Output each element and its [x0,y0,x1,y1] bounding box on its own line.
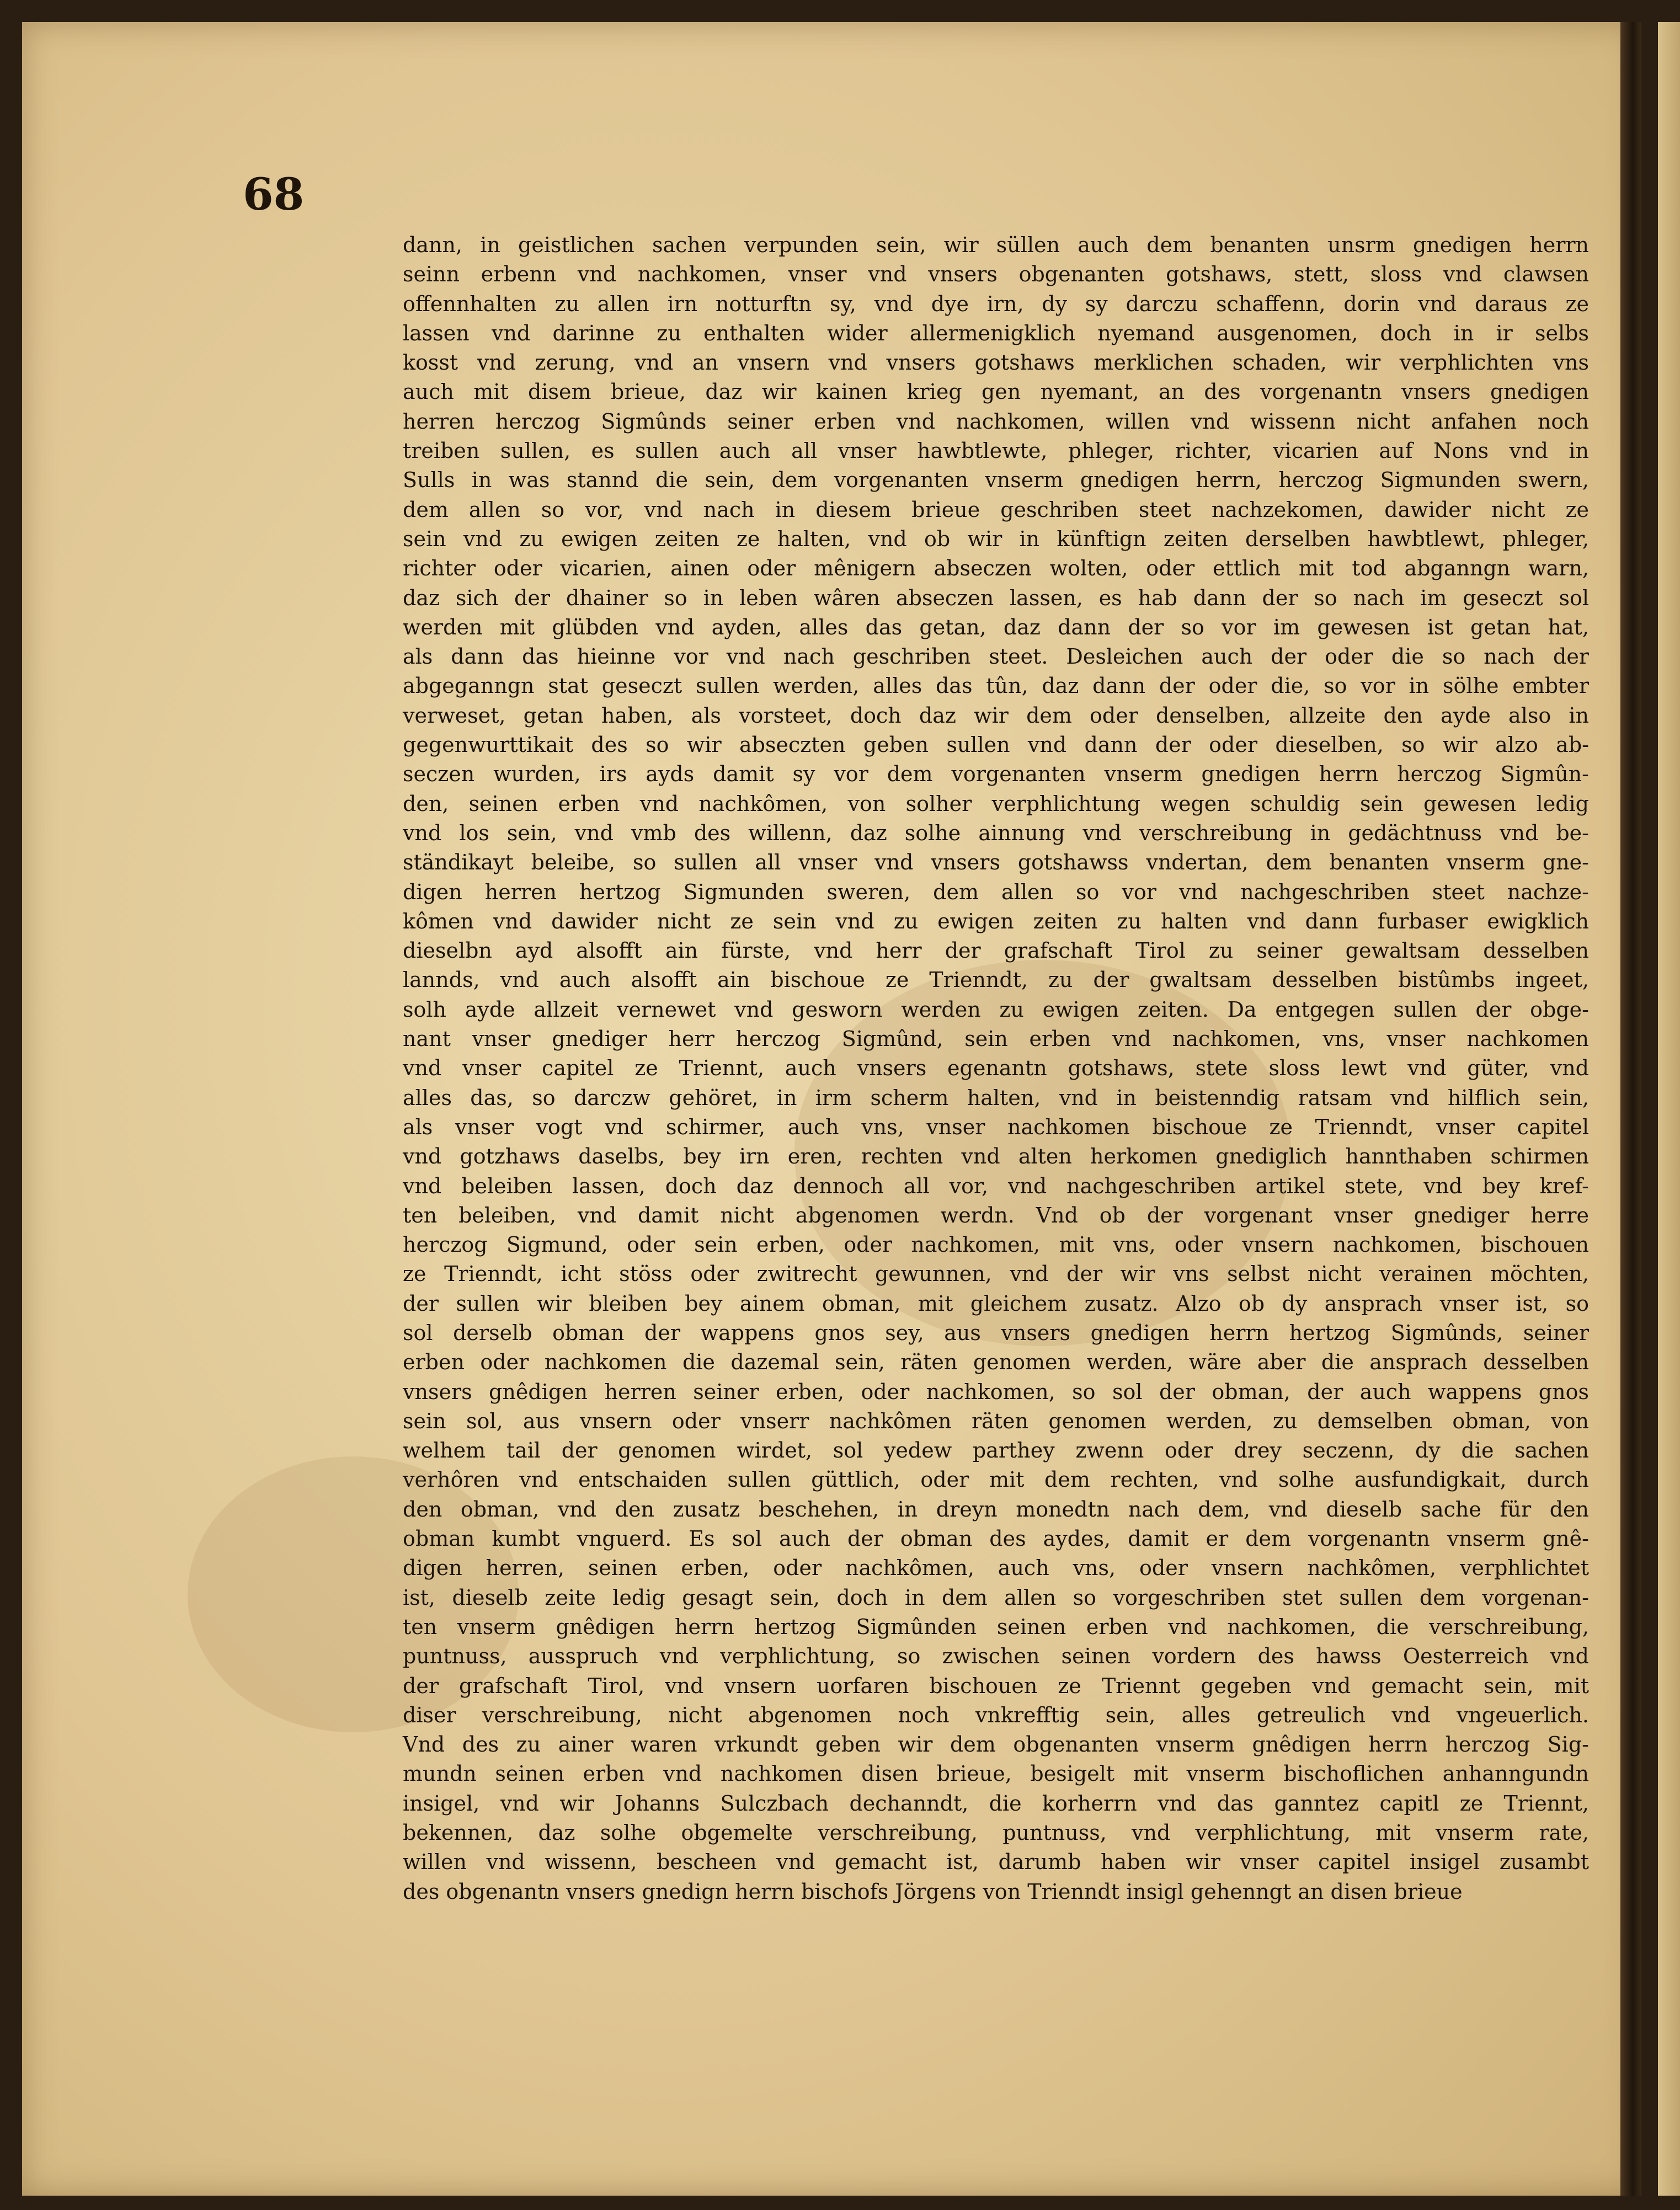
text-line: kosst vnd zerung, vnd an vnsern vnd vnsers gotshaws merklichen schaden, wir verphlichten vns [403,350,1589,375]
text-line: willen vnd wissenn, bescheen vnd gemacht ist, darumb haben wir vnser capitel insigel zusambt [403,1850,1589,1875]
text-line: vnd beleiben lassen, doch daz dennoch all vor, vnd nachgeschriben artikel stete, vnd bey kref- [403,1173,1589,1198]
text-line: nant vnser gnediger herr herczog Sigmûnd, sein erben vnd nachkomen, vns, vnser nachkomen [403,1027,1589,1051]
text-line: der grafschaft Tirol, vnd vnsern uorfaren bischouen ze Triennt gegeben vnd gemacht sein, mit [403,1673,1589,1698]
text-line: der sullen wir bleiben bey ainem obman, mit gleichem zusatz. Alzo ob dy ansprach vnser ist, so [403,1291,1589,1316]
text-line: seinn erbenn vnd nachkomen, vnser vnd vnsers obgenanten gotshaws, stett, sloss vnd clawsen [403,262,1589,287]
text-line: digen herren, seinen erben, oder nachkômen, auch vns, oder vnsern nachkômen, verphlichtet [403,1556,1589,1581]
text-line: als dann das hieinne vor vnd nach geschriben steet. Desleichen auch der oder die so nach der [403,644,1589,669]
book-gutter [1620,22,1641,2196]
text-line: des obgenantn vnsers gnedign herrn bischofs Jörgens von Trienndt insigl gehenngt an disen brieue [403,1879,1463,1904]
text-line: lannds, vnd auch alsofft ain bischoue ze Trienndt, zu der gwaltsam desselben bistûmbs ingeet, [403,968,1589,992]
text-line: dann, in geistlichen sachen verpunden sein, wir süllen auch dem benanten unsrm gnedigen herrn [403,233,1589,257]
text-line: Sulls in was stannd die sein, dem vorgenanten vnserm gnedigen herrn, herczog Sigmunden swern, [403,468,1589,493]
text-line: alles das, so darczw gehöret, in irm scherm halten, vnd in beistenndig ratsam vnd hilflich sein, [403,1085,1589,1110]
text-line: herczog Sigmund, oder sein erben, oder nachkomen, mit vns, oder vnsern nachkomen, bischouen [403,1232,1589,1257]
text-line: bekennen, daz solhe obgemelte verschreibung, puntnuss, vnd verphlichtung, mit vnserm rate, [403,1821,1589,1845]
text-line: vnd gotzhaws daselbs, bey irn eren, rechten vnd alten herkomen gnediglich hannthaben schirmen [403,1144,1589,1169]
next-page-edge [1658,22,1680,2196]
text-line: werden mit glübden vnd ayden, alles das getan, daz dann der so vor im gewesen ist getan hat, [403,615,1589,639]
text-line: ist, dieselb zeite ledig gesagt sein, doch in dem allen so vorgeschriben stet sullen dem vorgenan- [403,1585,1589,1610]
text-line: solh ayde allzeit vernewet vnd gesworn werden zu ewigen zeiten. Da entgegen sullen der obge- [403,997,1589,1022]
text-line: sol derselb obman der wappens gnos sey, aus vnsers gnedigen herrn hertzog Sigmûnds, seiner [403,1320,1589,1345]
text-line: vnsers gnêdigen herren seiner erben, oder nachkomen, so sol der obman, der auch wappens gnos [403,1379,1589,1404]
text-line: auch mit disem brieue, daz wir kainen krieg gen nyemant, an des vorgenantn vnsers gnedigen [403,380,1589,404]
text-line: verhôren vnd entschaiden sullen güttlich, oder mit dem rechten, vnd solhe ausfundigkait, durch [403,1467,1589,1492]
text-line: vnd vnser capitel ze Triennt, auch vnsers egenantn gotshaws, stete sloss lewt vnd güter, vnd [403,1056,1589,1081]
text-line: dem allen so vor, vnd nach in diesem brieue geschriben steet nachzekomen, dawider nicht ze [403,497,1589,522]
text-line: welhem tail der genomen wirdet, sol yedew parthey zwenn oder drey seczenn, dy die sachen [403,1438,1589,1463]
document-page [22,22,1641,2196]
text-line: ze Trienndt, icht stöss oder zwitrecht gewunnen, vnd der wir vns selbst nicht verainen möchten, [403,1262,1589,1287]
text-line: als vnser vogt vnd schirmer, auch vns, vnser nachkomen bischoue ze Trienndt, vnser capitel [403,1114,1589,1139]
text-line: den obman, vnd den zusatz beschehen, in dreyn monedtn nach dem, vnd dieselb sache für den [403,1497,1589,1522]
text-line: lassen vnd darinne zu enthalten wider allermenigklich nyemand ausgenomen, doch in ir selbs [403,321,1589,345]
body-text [403,231,1589,1907]
text-line: puntnuss, ausspruch vnd verphlichtung, so zwischen seinen vordern des hawss Oesterreich vnd [403,1644,1589,1669]
text-line: diser verschreibung, nicht abgenomen noch vnkrefftig sein, alles getreulich vnd vngeuerlich. [403,1702,1589,1727]
text-line: daz sich der dhainer so in leben wâren abseczen lassen, es hab dann der so nach im geseczt sol [403,585,1589,610]
text-line: abgeganngn stat geseczt sullen werden, alles das tûn, daz dann der oder die, so vor in sölhe embter [403,674,1589,698]
text-line: richter oder vicarien, ainen oder mênigern abseczen wolten, oder ettlich mit tod abganngn warn, [403,556,1589,581]
text-line: herren herczog Sigmûnds seiner erben vnd nachkomen, willen vnd wissenn nicht anfahen noch [403,409,1589,434]
text-line: gegenwurttikait des so wir abseczten geben sullen vnd dann der oder dieselben, so wir alzo ab- [403,733,1589,757]
text-line: sein sol, aus vnsern oder vnserr nachkômen räten genomen werden, zu demselben obman, von [403,1408,1589,1433]
text-line: erben oder nachkomen die dazemal sein, räten genomen werden, wäre aber die ansprach desselben [403,1350,1589,1375]
text-line: vnd los sein, vnd vmb des willenn, daz solhe ainnung vnd verschreibung in gedächtnuss vnd be- [403,820,1589,845]
text-line: digen herren hertzog Sigmunden sweren, dem allen so vor vnd nachgeschriben steet nachze- [403,879,1589,904]
text-line: insigel, vnd wir Johanns Sulczbach dechanndt, die korherrn vnd das ganntez capitl ze Triennt, [403,1791,1589,1816]
text-line: Vnd des zu ainer waren vrkundt geben wir dem obgenanten vnserm gnêdigen herrn herczog Sig- [403,1732,1589,1757]
text-line: verweset, getan haben, als vorsteet, doch daz wir dem oder denselben, allzeite den ayde also in [403,703,1589,728]
text-line: offennhalten zu allen irn notturftn sy, vnd dye irn, dy sy darczu schaffenn, dorin vnd daraus ze [403,291,1589,316]
text-line: mundn seinen erben vnd nachkomen disen brieue, besigelt mit vnserm bischoflichen anhanngundn [403,1761,1589,1786]
text-line: kômen vnd dawider nicht ze sein vnd zu ewigen zeiten zu halten vnd dann furbaser ewigklich [403,909,1589,933]
text-line: ten beleiben, vnd damit nicht abgenomen werdn. Vnd ob der vorgenant vnser gnediger herre [403,1203,1589,1227]
text-line: obman kumbt vnguerd. Es sol auch der obman des aydes, damit er dem vorgenantn vnserm gnê- [403,1526,1589,1551]
text-line: seczen wurden, irs ayds damit sy vor dem vorgenanten vnserm gnedigen herrn herczog Sigmûn- [403,762,1589,787]
text-line: den, seinen erben vnd nachkômen, von solher verphlichtung wegen schuldig sein gewesen ledig [403,791,1589,816]
text-line: treiben sullen, es sullen auch all vnser hawbtlewte, phleger, richter, vicarien auf Nons vnd in [403,439,1589,463]
page-number: 68 [243,168,305,220]
text-line: sein vnd zu ewigen zeiten ze halten, vnd ob wir in künftign zeiten derselben hawbtlewt, phleger, [403,526,1589,551]
text-line: ständikayt beleibe, so sullen all vnser vnd vnsers gotshawss vndertan, dem benanten vnserm gne- [403,850,1589,875]
text-line: ten vnserm gnêdigen herrn hertzog Sigmûnden seinen erben vnd nachkomen, die verschreibung, [403,1614,1589,1639]
text-line: dieselbn ayd alsofft ain fürste, vnd herr der grafschaft Tirol zu seiner gewaltsam desselben [403,938,1589,963]
